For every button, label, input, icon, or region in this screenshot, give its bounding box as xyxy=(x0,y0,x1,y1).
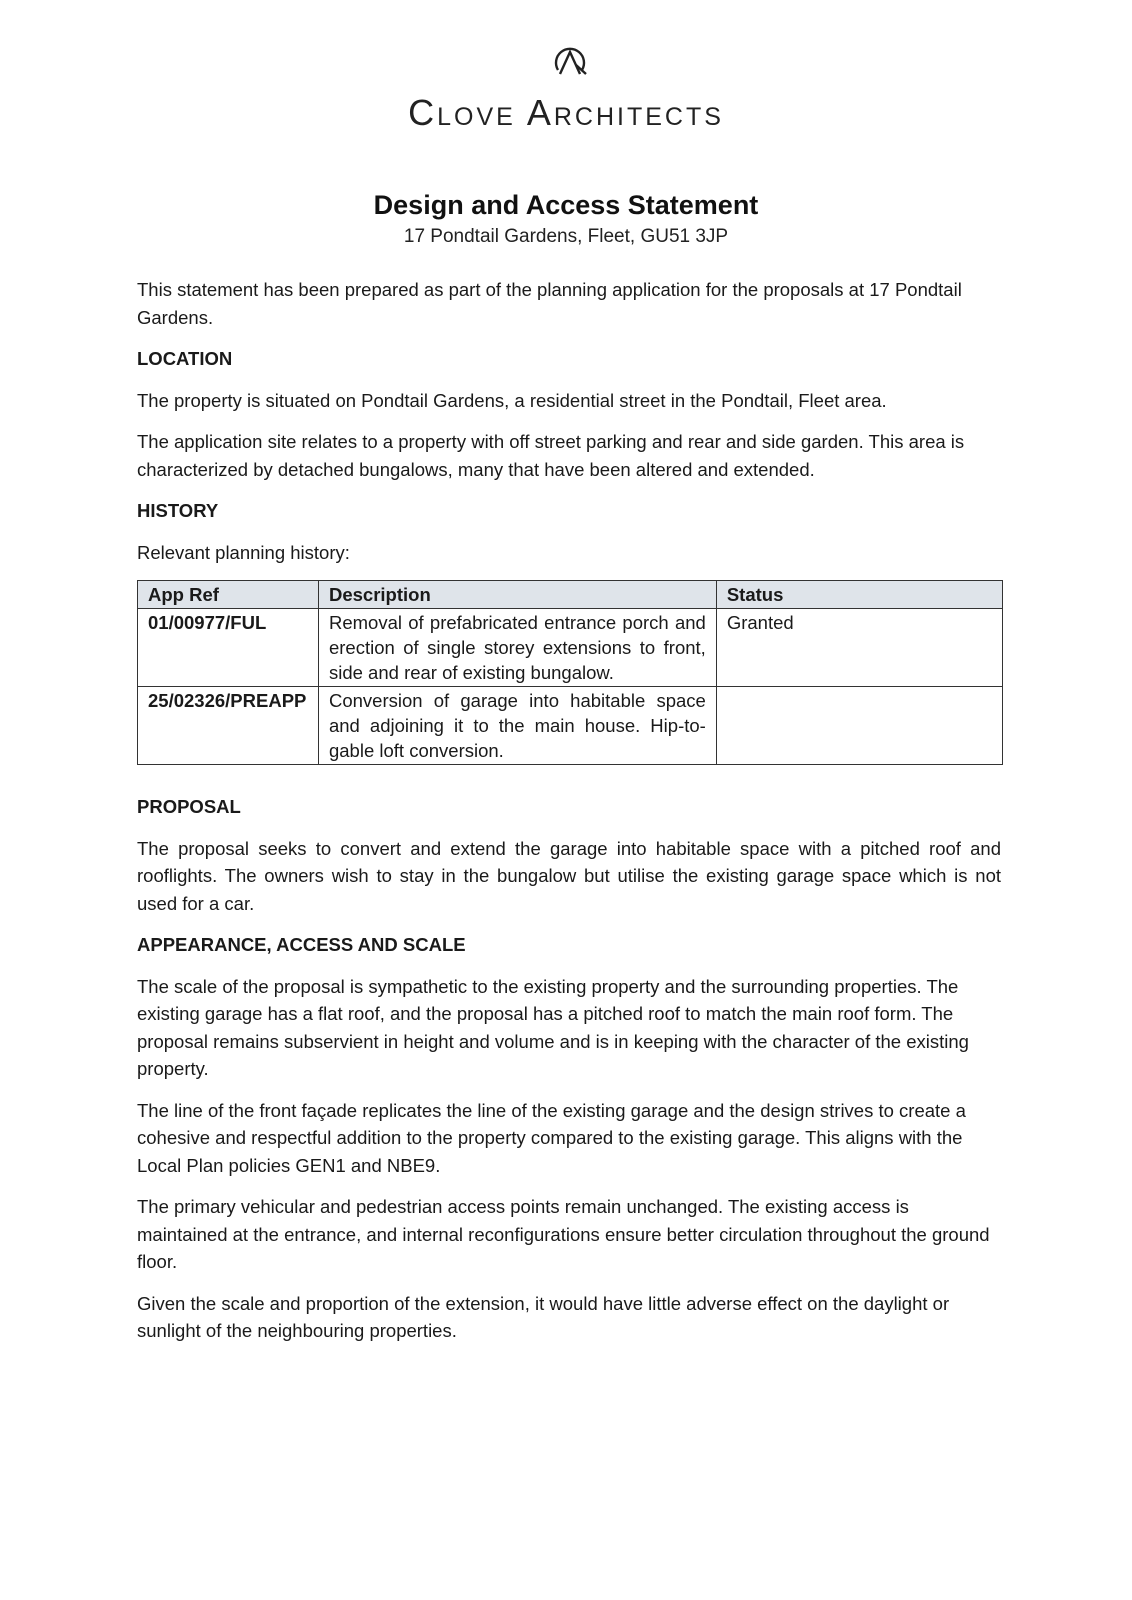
appearance-paragraph: The line of the front façade replicates the line of the existing garage and the design strives to create a cohesive and respectful addition to the property compared to the existing garage. This aligns with the Local Plan policies GEN1 and NBE9. xyxy=(137,1099,966,1176)
statement-body xyxy=(137,276,1001,1359)
planning-history-table xyxy=(137,580,1003,765)
site-address: 17 Pondtail Gardens, Fleet, GU51 3JP xyxy=(403,226,729,247)
description-cell: Conversion of garage into habitable space and adjoining it to the main house. Hip-to-gable loft conversion. xyxy=(318,687,716,765)
table-row xyxy=(138,609,1003,687)
column-header-description: Description xyxy=(318,581,716,609)
appearance-paragraph: The scale of the proposal is sympathetic to the existing property and the surrounding properties. The existing garage has a flat roof, and the proposal has a pitched roof to match the main roof form. The proposal remains subservient in height and volume and is in keeping with the character of the existing property. xyxy=(137,975,969,1079)
proposal-paragraph: The proposal seeks to convert and extend the garage into habitable space with a pitched roof and rooflights. The owners wish to stay in the bungalow but utilise the existing garage space which is not used for a car. xyxy=(137,837,1001,914)
proposal-heading: PROPOSAL xyxy=(137,796,241,817)
appearance-paragraph: The primary vehicular and pedestrian access points remain unchanged. The existing access is maintained at the entrance, and internal reconfigurations ensure better circulation throughout the ground floor. xyxy=(137,1196,990,1272)
page-title: Design and Access Statement xyxy=(373,190,759,220)
intro-paragraph: This statement has been prepared as part of the planning application for the proposals at 17 Pondtail Gardens. xyxy=(137,279,962,328)
location-paragraph: The property is situated on Pondtail Gardens, a residential street in the Pondtail, Fleet area. xyxy=(137,389,887,411)
app-ref-cell: 25/02326/PREAPP xyxy=(138,687,319,765)
status-cell xyxy=(716,687,1002,765)
location-heading: LOCATION xyxy=(137,348,233,369)
brand-name: Clove Architects xyxy=(408,92,724,133)
appearance-heading: APPEARANCE, ACCESS AND SCALE xyxy=(137,934,466,955)
description-cell: Removal of prefabricated entrance porch and erection of single storey extensions to front, side and rear of existing bungalow. xyxy=(318,609,716,687)
location-paragraph: The application site relates to a property with off street parking and rear and side garden. This area is characterized by detached bungalows, many that have been altered and extended. xyxy=(137,431,965,480)
status-cell: Granted xyxy=(716,609,1002,687)
appearance-paragraph: Given the scale and proportion of the extension, it would have little adverse effect on the daylight or sunlight of the neighbouring properties. xyxy=(137,1292,950,1341)
column-header-status: Status xyxy=(716,581,1002,609)
history-intro: Relevant planning history: xyxy=(137,541,350,563)
table-header-row xyxy=(138,581,1003,609)
history-heading: HISTORY xyxy=(137,500,219,521)
app-ref-cell: 01/00977/FUL xyxy=(138,609,319,687)
column-header-app-ref: App Ref xyxy=(138,581,319,609)
table-row xyxy=(138,687,1003,765)
clove-logo-icon xyxy=(546,34,594,82)
